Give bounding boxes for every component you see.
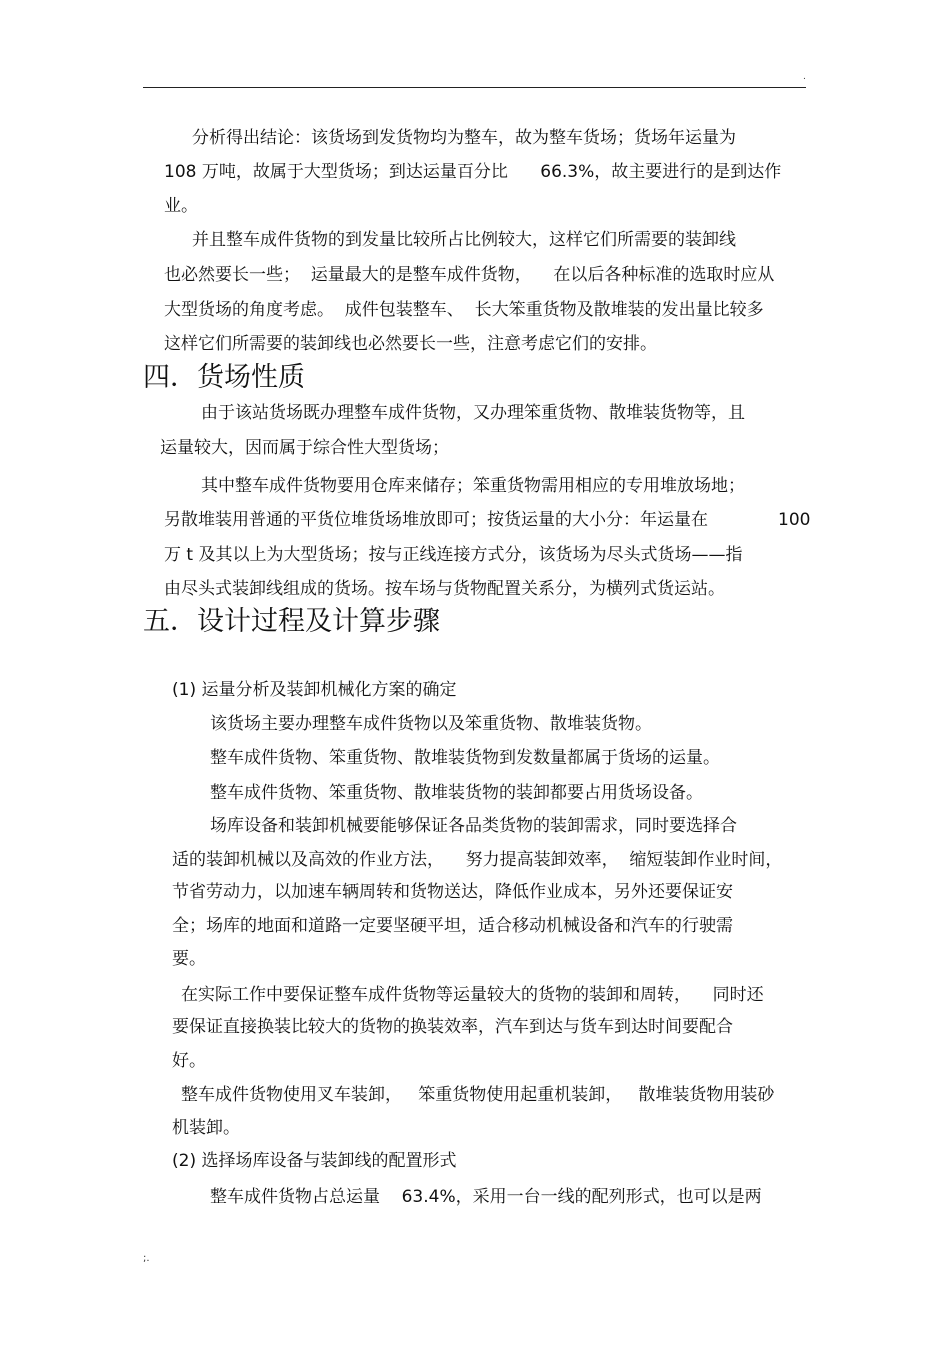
sec5-s1-line9: 在实际工作中要保证整车成件货物等运量较大的货物的装卸和周转， 同时还 <box>181 985 764 1005</box>
para1-line1: 分析得出结论：该货场到发货物均为整车，故为整车货场；货场年运量为 <box>192 128 736 148</box>
para1-line3: 业。 <box>164 196 198 216</box>
sec5-s1-line8: 要。 <box>172 949 206 969</box>
sec4-p2-line1: 其中整车成件货物要用仓库来储存；笨重货物需用相应的专用堆放场地； <box>201 476 745 496</box>
sec5-sub2-title: (2) 选择场库设备与装卸线的配置形式 <box>172 1151 457 1171</box>
para2-line3: 大型货场的角度考虑。 成件包装整车、 长大笨重货物及散堆装的发出量比较多 <box>164 300 764 320</box>
sec4-p1-line1: 由于该站货场既办理整车成件货物，又办理笨重货物、散堆装货物等，且 <box>201 403 745 423</box>
header-rule <box>143 87 806 88</box>
para2-line2: 也必然要长一些； 运量最大的是整车成件货物， 在以后各种标准的选取时应从 <box>164 265 775 285</box>
sec4-p2-line2-number: 100 <box>778 510 811 530</box>
para2-line1: 并且整车成件货物的到发量比较所占比例较大，这样它们所需要的装卸线 <box>192 230 736 250</box>
sec5-s1-line11: 好。 <box>172 1051 206 1071</box>
footer-mark: ;. <box>143 1253 150 1264</box>
header-corner-mark: . <box>803 72 806 82</box>
sec4-p2-line3: 万 t 及其以上为大型货场；按与正线连接方式分，该货场为尽头式货场——指 <box>164 545 743 565</box>
sec5-s1-line13: 机装卸。 <box>172 1118 240 1138</box>
sec5-s1-line5: 适的装卸机械以及高效的作业方法， 努力提高装卸效率， 缩短装卸作业时间， <box>172 850 783 870</box>
section4-heading: 四．货场性质 <box>143 362 305 393</box>
sec5-s1-line2: 整车成件货物、笨重货物、散堆装货物到发数量都属于货场的运量。 <box>210 748 720 768</box>
para2-line4: 这样它们所需要的装卸线也必然要长一些，注意考虑它们的安排。 <box>164 334 657 354</box>
sec5-s1-line6: 节省劳动力，以加速车辆周转和货物送达，降低作业成本，另外还要保证安 <box>172 882 733 902</box>
para1-line2: 108 万吨，故属于大型货场；到达运量百分比 66.3%，故主要进行的是到达作 <box>164 162 782 182</box>
sec4-p2-line2: 另散堆装用普通的平货位堆货场堆放即可；按货运量的大小分：年运量在 <box>164 510 708 530</box>
sec5-s1-line12: 整车成件货物使用叉车装卸， 笨重货物使用起重机装卸， 散堆装货物用装砂 <box>181 1085 775 1105</box>
sec5-s2-line1: 整车成件货物占总运量 63.4%，采用一台一线的配列形式，也可以是两 <box>210 1187 762 1207</box>
sec5-s1-line7: 全；场库的地面和道路一定要坚硬平坦，适合移动机械设备和汽车的行驶需 <box>172 916 733 936</box>
sec4-p2-line4: 由尽头式装卸线组成的货场。按车场与货物配置关系分，为横列式货运站。 <box>164 579 725 599</box>
sec4-p1-line2: 运量较大，因而属于综合性大型货场； <box>160 438 449 458</box>
sec5-s1-line4: 场库设备和装卸机械要能够保证各品类货物的装卸需求，同时要选择合 <box>210 816 737 836</box>
section5-heading: 五．设计过程及计算步骤 <box>143 606 440 637</box>
sec5-s1-line10: 要保证直接换装比较大的货物的换装效率，汽车到达与货车到达时间要配合 <box>172 1017 733 1037</box>
sec5-s1-line3: 整车成件货物、笨重货物、散堆装货物的装卸都要占用货场设备。 <box>210 783 703 803</box>
sec5-s1-line1: 该货场主要办理整车成件货物以及笨重货物、散堆装货物。 <box>210 714 652 734</box>
sec5-sub1-title: (1) 运量分析及装卸机械化方案的确定 <box>172 680 457 700</box>
